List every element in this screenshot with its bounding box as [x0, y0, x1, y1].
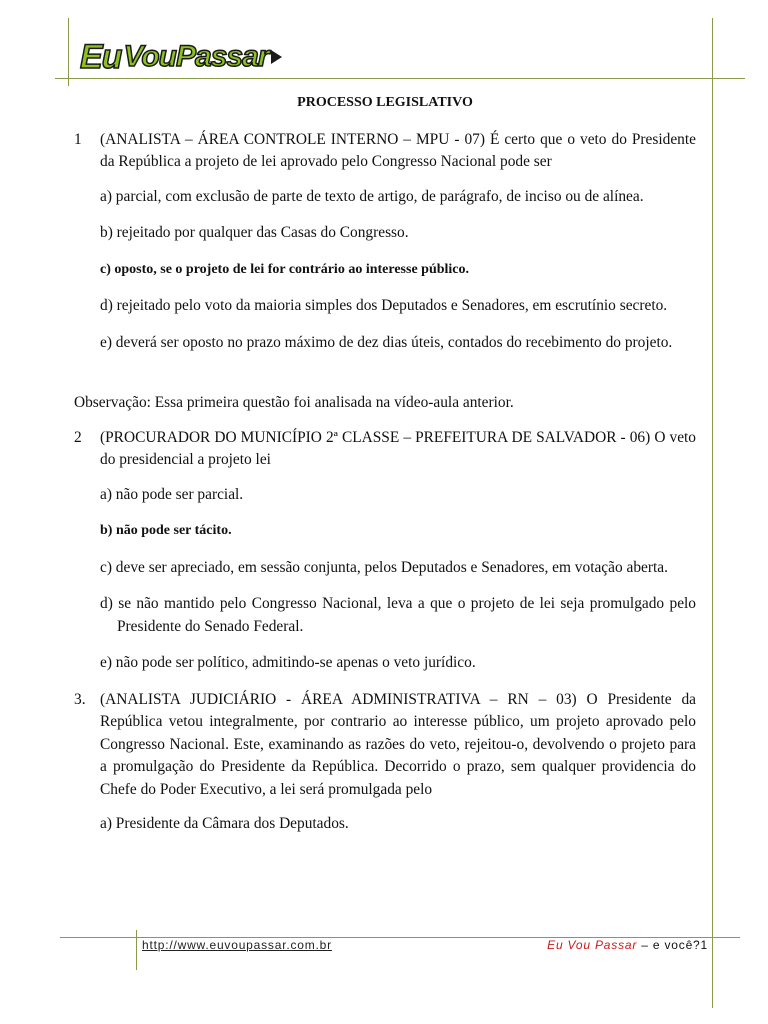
footer-tagline: – e você? [637, 938, 701, 952]
question-number: 3. [74, 690, 86, 708]
option-e: e) não pode ser político, admitindo-se apenas o veto jurídico. [100, 654, 476, 671]
footer-brand-line [547, 938, 708, 952]
question-2 [74, 427, 696, 472]
option-a: a) parcial, com exclusão de parte de texto de artigo, de parágrafo, de inciso ou de alínea. [100, 187, 644, 205]
option-c: c) deve ser apreciado, em sessão conjunta, pelos Deputados e Senadores, em votação aberta. [100, 558, 668, 576]
option-c-correct: c) oposto, se o projeto de lei for contrário ao interesse público. [100, 261, 470, 277]
footer-brand: Eu Vou Passar [547, 938, 638, 952]
logo-arrow-icon [271, 50, 282, 64]
observation-note: Observação: Essa primeira questão foi analisada na vídeo-aula anterior. [74, 394, 514, 411]
question-number: 1 [74, 130, 82, 148]
question-number: 2 [74, 428, 82, 446]
footer-left-rule [136, 930, 137, 970]
option-b-correct: b) não pode ser tácito. [100, 523, 232, 538]
question-text: (ANALISTA – ÁREA CONTROLE INTERNO – MPU - 07) É certo que o veto do Presidente da República a projeto de lei aprovado pelo Congresso Nacional pode ser [100, 130, 696, 170]
question-text: (PROCURADOR DO MUNICÍPIO 2ª CLASSE – PREFEITURA DE SALVADOR - 06) O veto do presidencial a projeto lei [100, 428, 696, 468]
right-margin-rule [712, 18, 713, 1008]
page-title: PROCESSO LEGISLATIVO [297, 95, 473, 110]
option-a: a) Presidente da Câmara dos Deputados. [100, 815, 349, 832]
option-b: b) rejeitado por qualquer das Casas do Congresso. [100, 224, 409, 241]
option-e: e) deverá ser oposto no prazo máximo de dez dias úteis, contados do recebimento do projeto. [100, 333, 673, 351]
site-link[interactable]: http://www.euvoupassar.com.br [142, 938, 332, 952]
question-3 [74, 689, 696, 802]
page-footer [142, 938, 708, 958]
question-1 [74, 129, 696, 174]
eu-vou-passar-logo: Eu Vou Passar [80, 36, 282, 78]
question-text: (ANALISTA JUDICIÁRIO - ÁREA ADMINISTRATIVA – RN – 03) O Presidente da República vetou integralmente, por contrario ao interesse público, um projeto aprovado pelo Congresso Nacional. Este, examinando as razões do veto, rejeitou-o, devolvendo o projeto para a promulgação do Presidente da República. Decorrido o prazo, sem qualquer providencia do Chefe do Poder Executivo, a lei será promulgada pelo [100, 690, 696, 798]
page-number: 1 [700, 938, 708, 952]
option-d: d) se não mantido pelo Congresso Nacional, leva a que o projeto de lei seja promulgado pelo Presidente do Senado Federal. [100, 595, 696, 635]
header-rule [55, 78, 745, 79]
option-a: a) não pode ser parcial. [100, 485, 244, 503]
document-body [74, 92, 696, 850]
left-margin-rule [68, 18, 69, 86]
option-d: d) rejeitado pelo voto da maioria simples dos Deputados e Senadores, em escrutínio secreto. [100, 297, 668, 314]
